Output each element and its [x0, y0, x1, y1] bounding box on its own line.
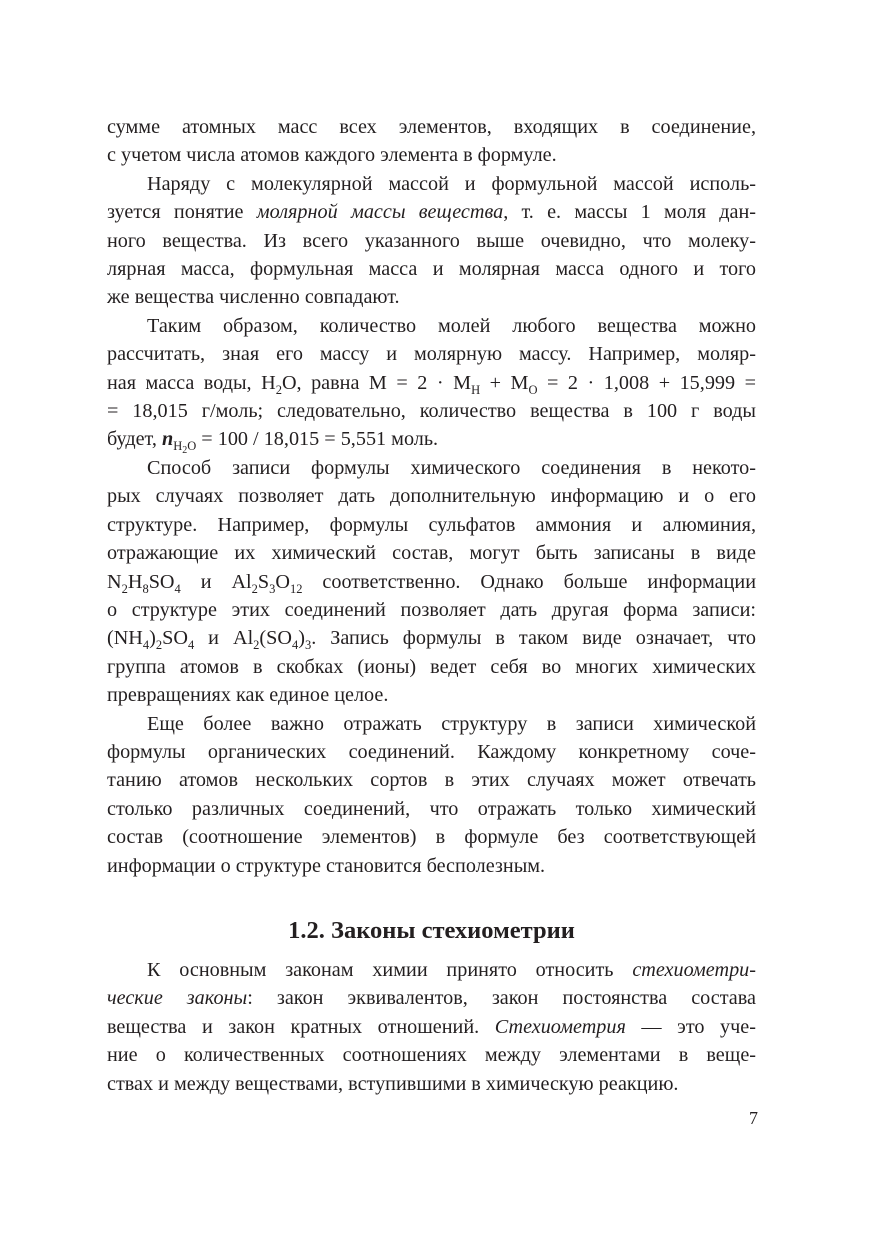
- subscript: O: [528, 382, 538, 397]
- paragraph-2-line: [107, 255, 756, 283]
- subscript: 8: [142, 581, 149, 596]
- text-line: превращениях как единое целое.: [107, 684, 389, 707]
- variable-n: n: [161, 428, 174, 451]
- formula-part: ): [298, 627, 305, 650]
- subscript: 2: [251, 581, 258, 596]
- paragraph-4-line: [107, 596, 756, 624]
- text-span: , т. е. массы 1 моля дан-: [503, 201, 756, 224]
- paragraph-2-line: [107, 227, 756, 255]
- subscript-h2o: [173, 439, 197, 457]
- paragraph-1-end: [107, 141, 756, 169]
- formula-part: (SO: [259, 627, 292, 650]
- paragraph-4-line: [107, 511, 756, 539]
- paragraph-6-line: [107, 984, 756, 1012]
- text-line: ние о количественных соотношениях между элементами в веще-: [107, 1044, 756, 1067]
- paragraph-6-line: [107, 1013, 756, 1041]
- subscript: 2: [121, 581, 128, 596]
- text-span: К основным законам химии принято относить: [147, 958, 633, 981]
- paragraph-3-line: [107, 397, 756, 425]
- subscript: 2: [253, 638, 260, 653]
- subscript: H: [471, 382, 481, 397]
- text-span: соответственно. Однако больше информации: [302, 570, 756, 593]
- paragraph-1: [107, 113, 756, 141]
- subscript: 4: [174, 581, 181, 596]
- formula-part: Al: [232, 627, 254, 650]
- paragraph-4-line: [107, 482, 756, 510]
- formula-ammonium-sulfate-structural: [107, 627, 195, 653]
- text-line: о структуре этих соединений позволяет дать другая форма записи:: [107, 598, 756, 621]
- text-line: информации о структуре становится бесполезным.: [107, 854, 546, 877]
- subscript: O: [187, 439, 197, 454]
- formula-part: O: [275, 570, 290, 593]
- subscript: 4: [142, 638, 150, 653]
- paragraph-2-end: [107, 283, 756, 311]
- paragraph-5: [107, 710, 756, 738]
- subscript: 3: [304, 638, 312, 653]
- formula-part: SO: [148, 570, 175, 593]
- paragraph-3-formula-line: [107, 369, 756, 397]
- paragraph-4-line: [107, 653, 756, 681]
- text-line: = 18,015 г/моль; следовательно, количество вещества в 100 г воды: [107, 400, 756, 423]
- formula-part: ): [149, 627, 156, 650]
- text-line: рассчитать, зная его массу и молярную массу. Например, моляр-: [107, 343, 756, 366]
- text-span: : закон эквивалентов, закон постоянства состава: [247, 987, 756, 1010]
- formula-aluminium-sulfate: [231, 570, 303, 596]
- text-line: ствах и между веществами, вступившими в химическую реакцию.: [107, 1072, 679, 1095]
- formula-part: SO: [162, 627, 188, 650]
- text-line: с учетом числа атомов каждого элемента в формуле.: [107, 144, 557, 167]
- page-body: [107, 113, 756, 1098]
- subscript: 12: [289, 581, 303, 596]
- text-line: состав (соотношение элементов) в формуле без соответствующей: [107, 826, 756, 849]
- text-line: лярная масса, формульная масса и молярная масса одного и того: [107, 258, 756, 281]
- text-line: же вещества численно совпадают.: [107, 286, 400, 309]
- text-span: = 2 · 1,008 + 15,999 =: [537, 371, 757, 394]
- paragraph-4-end: [107, 681, 756, 709]
- section-heading: 1.2. Законы стехиометрии: [288, 916, 575, 944]
- text-span: — это уче-: [625, 1015, 756, 1038]
- paragraph-6-line: [107, 1041, 756, 1069]
- formula-part: S: [257, 570, 270, 593]
- paragraph-4: [107, 454, 756, 482]
- text-line: отражающие их химический состав, могут быть записаны в виде: [107, 542, 756, 565]
- subscript: 3: [269, 581, 276, 596]
- paragraph-2-line: [107, 198, 756, 226]
- text-line: структуре. Например, формулы сульфатов аммония и алюминия,: [107, 513, 756, 536]
- paragraph-3: [107, 312, 756, 340]
- formula-part: H: [127, 570, 143, 593]
- text-span: + M: [480, 371, 529, 394]
- text-span: . Запись формулы в таком виде означает, что: [311, 627, 756, 650]
- subscript: 2: [155, 638, 163, 653]
- text-line: Еще более важно отражать структуру в записи химической: [147, 712, 756, 735]
- paragraph-6-end: [107, 1070, 756, 1098]
- formula-part: Al: [231, 570, 252, 593]
- text-line: формулы органических соединений. Каждому конкретному соче-: [107, 740, 756, 763]
- text-line: Наряду с молекулярной массой и формульной массой исполь-: [147, 172, 756, 195]
- text-line: столько различных соединений, что отражать только химический: [107, 797, 756, 820]
- paragraph-5-line: [107, 823, 756, 851]
- text-line: группа атомов в скобках (ионы) ведет себя во многих химических: [107, 655, 756, 678]
- paragraph-5-line: [107, 738, 756, 766]
- text-span: вещества и закон кратных отношений.: [107, 1015, 495, 1038]
- page-number: 7: [749, 1108, 758, 1128]
- text-line: Таким образом, количество молей любого вещества можно: [147, 314, 756, 337]
- term-italic: Стехиометрия: [494, 1015, 626, 1038]
- text-span: = 100 / 18,015 = 5,551 моль.: [196, 428, 439, 451]
- paragraph-4-formula-line: [107, 624, 756, 652]
- text-line: рых случаях позволяет дать дополнительную информацию и о его: [107, 485, 756, 508]
- text-line: сумме атомных масс всех элементов, входящих в соединение,: [107, 116, 756, 138]
- term-italic: стехиометри-: [632, 958, 756, 981]
- text-span: ная масса воды, H: [107, 371, 276, 394]
- paragraph-4-formula-line: [107, 568, 756, 596]
- term-italic: молярной массы вещества: [256, 201, 504, 224]
- paragraph-6: [107, 956, 756, 984]
- paragraph-2: [107, 170, 756, 198]
- subscript: 4: [187, 638, 195, 653]
- paragraph-3-line: [107, 340, 756, 368]
- text-span: будет,: [107, 428, 162, 451]
- term-italic: ческие законы: [107, 987, 248, 1010]
- text-span: зуется понятие: [107, 201, 257, 224]
- text-span: и: [194, 627, 233, 650]
- text-line: танию атомов нескольких сортов в этих случаях может отвечать: [107, 769, 756, 792]
- text-span: и: [180, 570, 232, 593]
- text-line: Способ записи формулы химического соединения в некото-: [147, 456, 756, 479]
- subscript: H: [173, 439, 183, 454]
- subscript: 2: [275, 382, 282, 397]
- paragraph-3-end: [107, 425, 756, 457]
- text-line: ного вещества. Из всего указанного выше очевидно, что молеку-: [107, 229, 756, 252]
- paragraph-5-line: [107, 766, 756, 794]
- paragraph-5-line: [107, 795, 756, 823]
- formula-aluminium-sulfate-structural: [232, 627, 312, 653]
- paragraph-5-end: [107, 852, 756, 880]
- text-span: O, равна M = 2 · M: [281, 371, 472, 394]
- formula-ammonium-sulfate: [107, 570, 181, 596]
- subscript: 2: [182, 445, 188, 457]
- formula-part: (NH: [107, 627, 143, 650]
- paragraph-4-line: [107, 539, 756, 567]
- subscript: 4: [291, 638, 299, 653]
- formula-part: N: [107, 570, 122, 593]
